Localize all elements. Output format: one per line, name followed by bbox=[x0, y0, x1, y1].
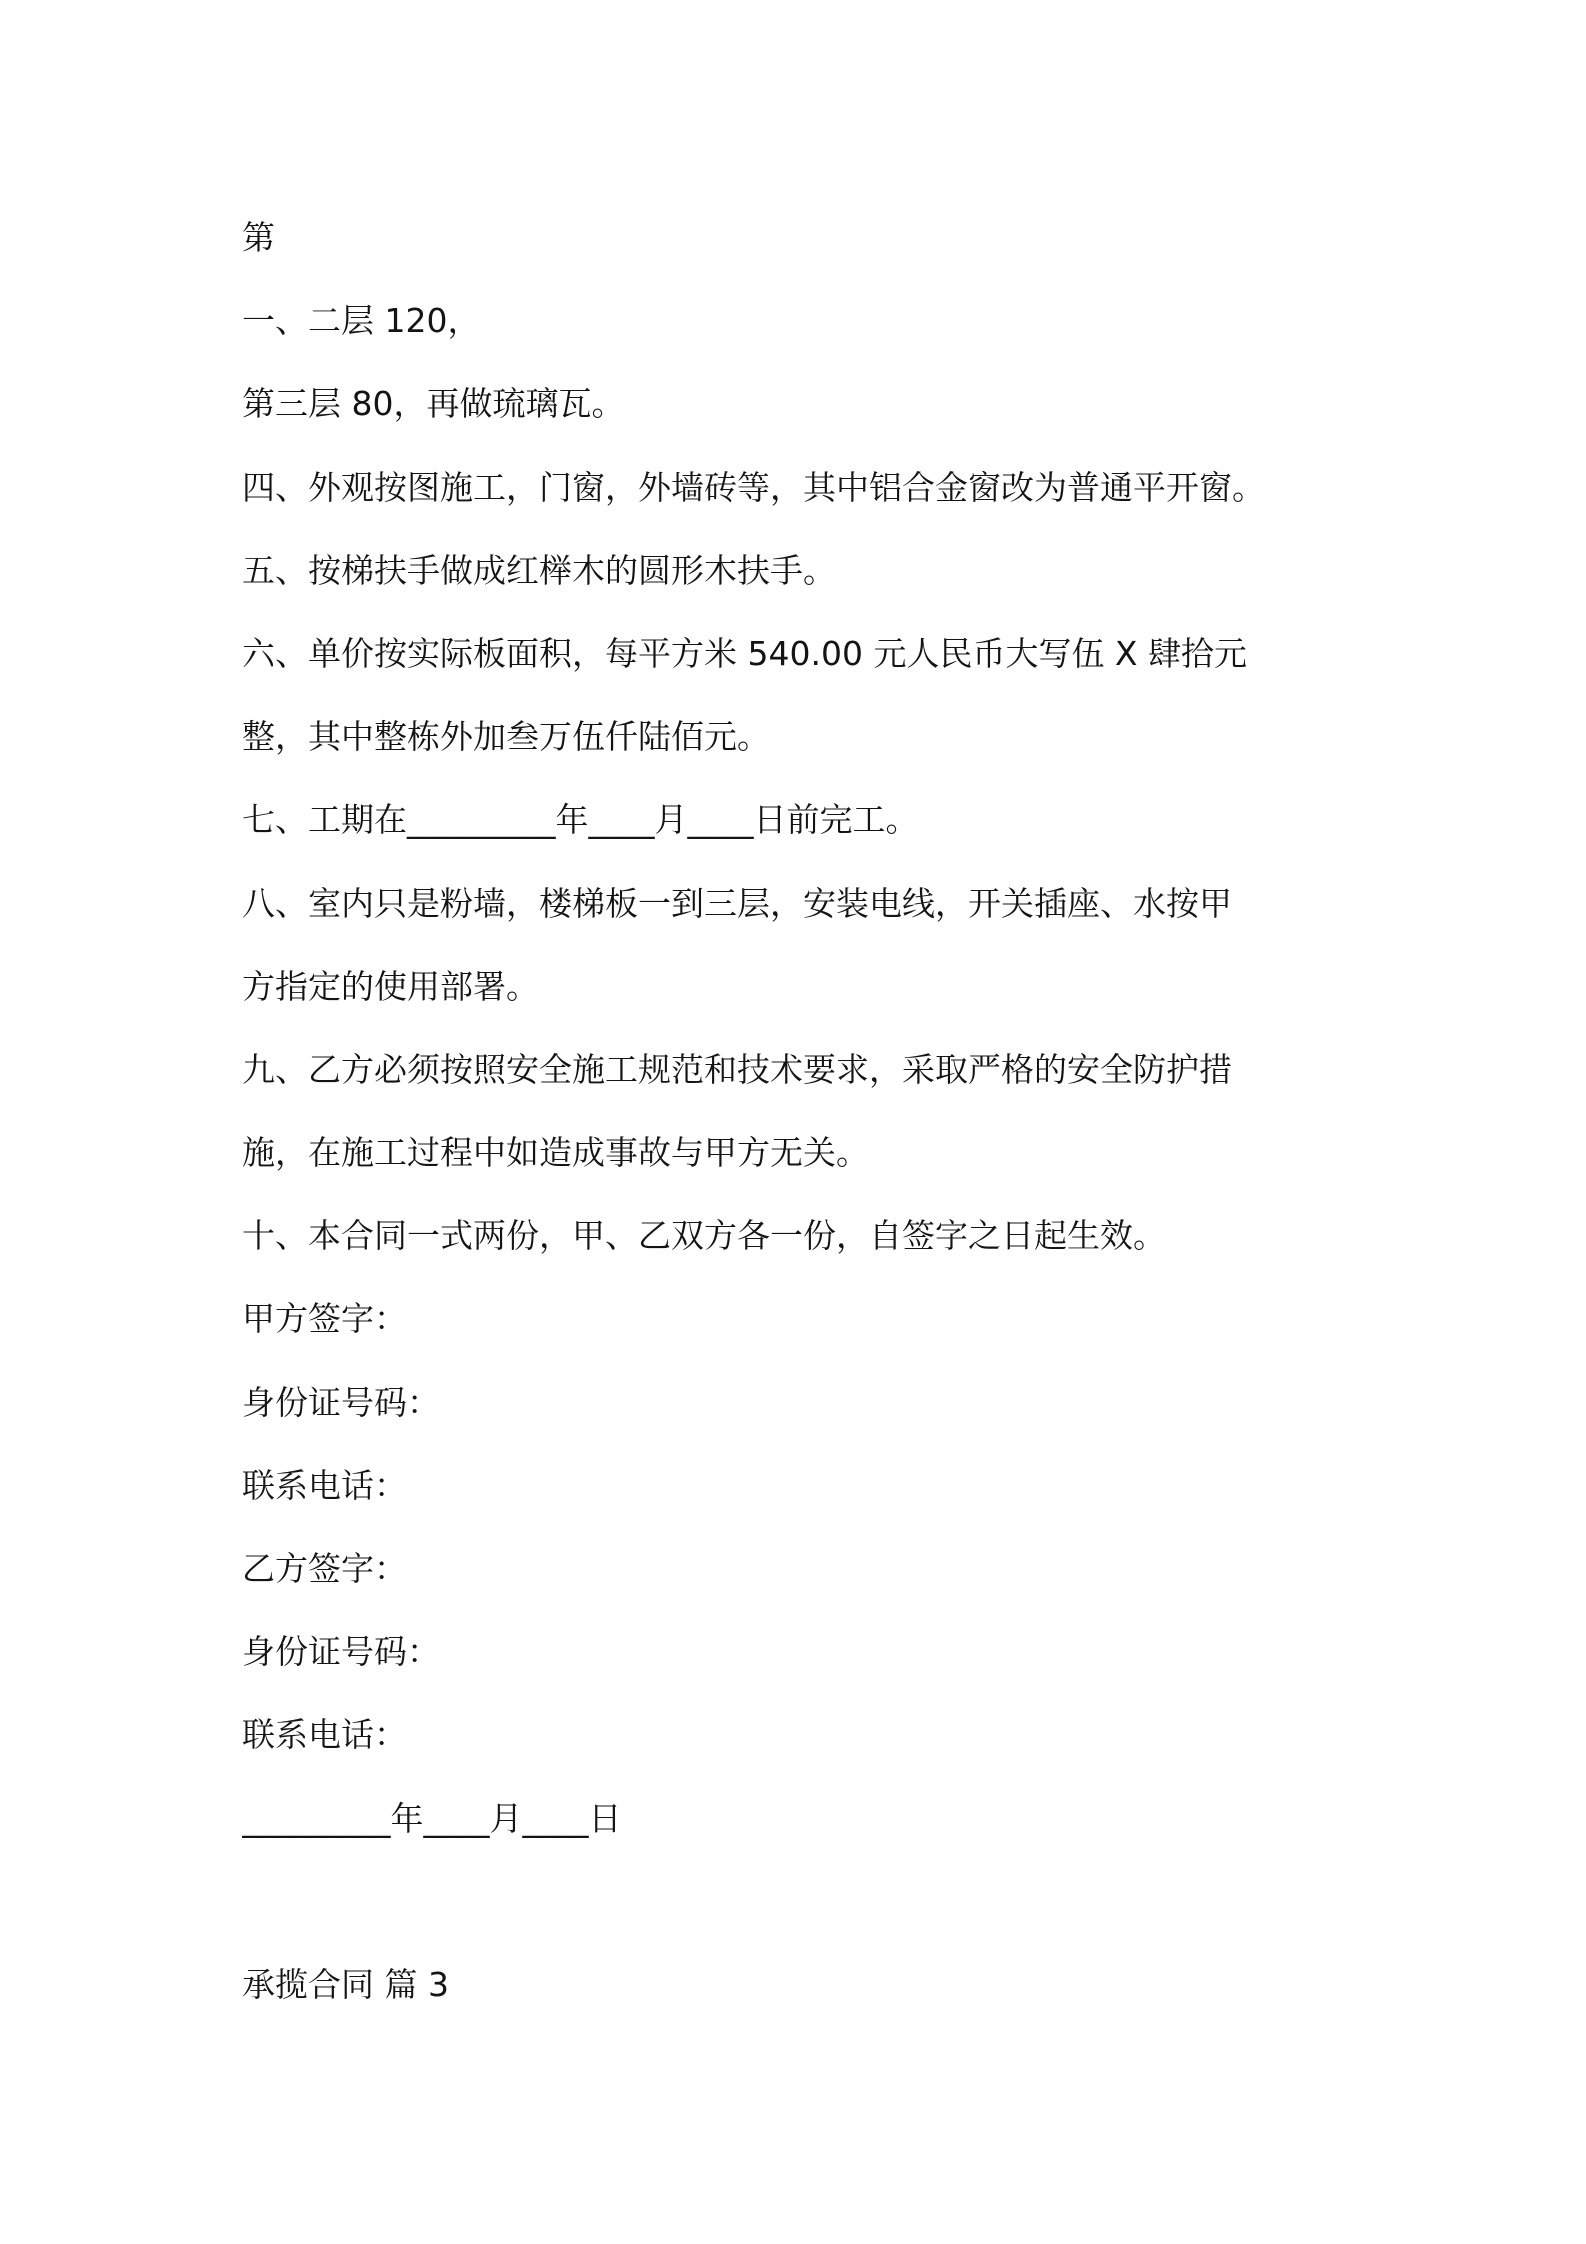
text-line-clause-8-cont: 方指定的使用部署。 bbox=[242, 966, 539, 1006]
party-a-id-number-label: 身份证号码： bbox=[242, 1382, 440, 1422]
party-b-id-number-label: 身份证号码： bbox=[242, 1632, 440, 1672]
text-line-clause-10: 十、本合同一式两份，甲、乙双方各一份，自签字之日起生效。 bbox=[242, 1216, 1166, 1256]
document-body bbox=[242, 196, 1382, 2026]
text-line-clause-9-cont: 施，在施工过程中如造成事故与甲方无关。 bbox=[242, 1133, 869, 1173]
section-spacer bbox=[242, 1860, 1382, 1943]
party-b-phone-label: 联系电话： bbox=[242, 1715, 407, 1755]
text-line-clause-6-cont: 整，其中整栋外加叁万伍仟陆佰元。 bbox=[242, 717, 770, 757]
text-line-section-fragment: 第 bbox=[242, 218, 275, 257]
text-line-clause-6: 六、单价按实际板面积，每平方米 540.00 元人民币大写伍 X 肆拾元 bbox=[242, 633, 1248, 673]
party-b-signature-label: 乙方签字： bbox=[242, 1549, 407, 1588]
text-line-clause-7: 七、工期在_________年____月____日前完工。 bbox=[242, 800, 919, 840]
section-heading: 承揽合同 篇 3 bbox=[242, 1964, 449, 2004]
text-line-clause-4: 四、外观按图施工，门窗，外墙砖等，其中铝合金窗改为普通平开窗。 bbox=[242, 467, 1265, 507]
text-line-clause-9: 九、乙方必须按照安全施工规范和技术要求，采取严格的安全防护措 bbox=[242, 1049, 1232, 1089]
party-a-signature-label: 甲方签字： bbox=[242, 1299, 407, 1339]
party-a-phone-label: 联系电话： bbox=[242, 1465, 407, 1505]
date-line: _________年____月____日 bbox=[242, 1798, 622, 1838]
text-line-clause-1-cont: 第三层 80，再做琉璃瓦。 bbox=[242, 384, 625, 424]
text-line-clause-1: 一、二层 120， bbox=[242, 301, 481, 341]
text-line-clause-8: 八、室内只是粉墙，楼梯板一到三层，安装电线，开关插座、水按甲 bbox=[242, 883, 1232, 923]
text-line-clause-5: 五、按梯扶手做成红榉木的圆形木扶手。 bbox=[242, 550, 836, 590]
